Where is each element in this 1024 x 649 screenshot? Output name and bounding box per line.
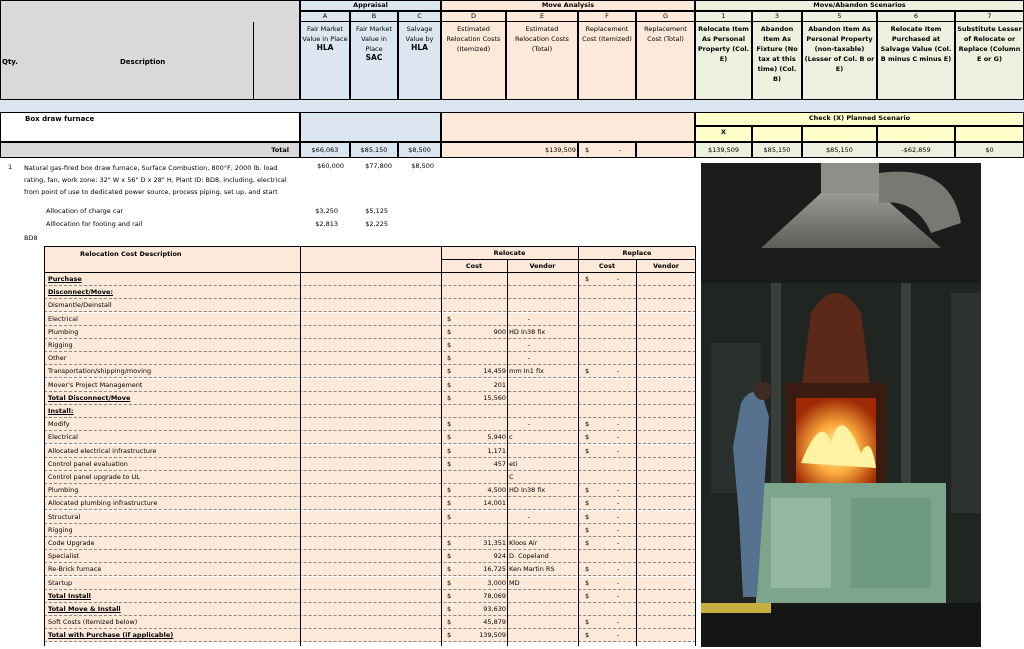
- cost-value: -: [527, 341, 530, 349]
- move-analysis-group: Move Analysis: [441, 0, 695, 11]
- replace-value: -: [617, 578, 620, 587]
- col-letter: G: [637, 12, 694, 22]
- total-value: $85,150: [763, 146, 791, 154]
- col-text: Abandon Item As Personal Property (non-taxable) (Lesser of Col. B or E): [804, 25, 875, 73]
- col-letter: B: [351, 12, 397, 22]
- item-description: Natural gas-fired box draw furnace, Surface Combustion, 800°F, 2000 lb. load rating, fan, work zone: 32" W x 56" D x 28" H, Plant ID: BD8, including, electrical from point of use to dedicated power source, process piping, set up, and start: [24, 164, 287, 196]
- replace-sign: $: [585, 578, 590, 587]
- total-label: Total: [271, 146, 289, 154]
- col-letter: D: [442, 12, 505, 22]
- cost-row: [44, 511, 696, 524]
- replace-sign: $: [585, 275, 590, 283]
- total-cell-3: [441, 142, 578, 158]
- total-cell-6: [695, 142, 752, 158]
- replace-sign: $: [585, 367, 590, 376]
- replace-sign: $: [585, 446, 590, 455]
- cost-sign: $: [447, 380, 452, 389]
- replace-value: -: [617, 446, 620, 455]
- cost-vendor: MD: [509, 578, 520, 587]
- cost-vendor: HD In38 fix: [509, 486, 546, 495]
- replace-sign: $: [585, 565, 590, 574]
- cost-vendor: D. Copeland: [509, 552, 549, 561]
- cost-row: [44, 484, 696, 497]
- cost-row-label: Startup: [48, 578, 73, 587]
- value-c: $8,500: [411, 162, 434, 170]
- furnace-photo: [701, 163, 981, 647]
- replace-sign: $: [585, 420, 590, 429]
- cost-row: [44, 418, 696, 431]
- total-value: $85,150: [826, 146, 853, 154]
- cost-sign: $: [447, 354, 452, 363]
- cost-row: [44, 286, 696, 299]
- replace-value: -: [617, 539, 620, 547]
- header-col-11: [955, 11, 1024, 100]
- item-qty: 1: [8, 163, 13, 171]
- cost-sign: $: [447, 499, 452, 508]
- alloc2-b: $2,225: [365, 220, 388, 228]
- header-col-1: [350, 11, 398, 100]
- header-col-4: [506, 11, 578, 100]
- scenarios-group: Move/Abandon Scenarios: [695, 0, 1024, 11]
- alloc1-b: $5,125: [365, 207, 388, 215]
- separator-band: [0, 100, 1024, 112]
- total-cell-0: [300, 142, 350, 158]
- check-cell-2[interactable]: [802, 126, 877, 142]
- col-text: Replacement Cost (Total): [644, 25, 687, 43]
- col-text: Salvage Value by: [405, 25, 434, 43]
- replace-sign: $: [585, 525, 590, 534]
- cost-row-label: Control panel upgrade to UL: [48, 473, 140, 481]
- cost-value: 900: [493, 327, 506, 336]
- cost-sign: $: [447, 578, 452, 587]
- replace-cost-header: Cost: [598, 262, 616, 270]
- col-text: Estimated Relocation Costs (Total): [515, 25, 569, 53]
- total-cell-1: [350, 142, 398, 158]
- header-col-5: [578, 11, 636, 100]
- cost-row-label: Soft Costs (Itemized below): [48, 618, 138, 627]
- header-col-7: [695, 11, 752, 100]
- cost-sign: $: [447, 605, 452, 613]
- total-cell-8: [802, 142, 877, 158]
- cost-value: 78,069: [483, 591, 506, 600]
- total-cell-4: $ -: [578, 142, 636, 158]
- cost-row: [44, 313, 696, 326]
- replace-sign: $: [585, 539, 590, 547]
- cost-row-label: Install:: [48, 407, 74, 415]
- description-header: Description: [120, 58, 166, 66]
- cost-value: 139,509: [479, 631, 506, 640]
- cost-table-title: Relocation Cost Description: [80, 250, 182, 258]
- cost-vendor: Ken Martin RS: [509, 565, 555, 574]
- cost-value: 14,001: [483, 499, 506, 508]
- cost-row-label: Electrical: [48, 314, 78, 323]
- cost-value: 924: [493, 552, 506, 561]
- col-text: Abandon Item As Fixture (No tax at this time) (Col. B): [756, 25, 798, 83]
- col-emph: SAC: [365, 53, 383, 62]
- col-letter: 7: [956, 12, 1023, 22]
- cost-row: [44, 299, 696, 312]
- cost-row: [44, 392, 696, 405]
- cost-row-label: Total Move & Install: [48, 605, 121, 613]
- replace-sign: $: [585, 433, 590, 442]
- cost-row: [44, 550, 696, 563]
- check-cell-4[interactable]: [955, 126, 1024, 142]
- col-emph: HLA: [316, 43, 334, 52]
- cost-value: 457: [493, 459, 506, 468]
- cost-sign: $: [447, 446, 452, 455]
- cost-value: 31,351: [483, 539, 506, 547]
- cost-vendor: c: [509, 433, 513, 442]
- replace-value: -: [617, 525, 620, 534]
- cost-row-label: Dismantle/Deinstall: [48, 301, 112, 310]
- cost-row-label: Purchase: [48, 275, 82, 283]
- cost-value: 14,459: [483, 367, 506, 376]
- replace-value: -: [617, 618, 620, 627]
- total-value: $8,500: [408, 146, 431, 154]
- cost-row-label: Total Disconnect/Move: [48, 393, 131, 402]
- cost-row-label: Transportation/shipping/moving: [48, 367, 152, 376]
- cost-sign: $: [447, 420, 452, 429]
- header-col-0: [300, 11, 350, 100]
- col-letter: 5: [803, 12, 876, 22]
- cost-vendor: eti: [509, 459, 518, 468]
- relocate-vendor-header: Vendor: [529, 262, 556, 270]
- cost-row: [44, 603, 696, 616]
- col-text: Relocate Item As Personal Property (Col. E): [697, 25, 750, 63]
- cost-sign: $: [447, 433, 452, 442]
- cost-value: -: [527, 314, 530, 323]
- cost-sign: $: [447, 552, 452, 561]
- col-text: Relocate Item Purchased at Salvage Value (Col. B minus C minus E): [880, 25, 952, 63]
- cost-row-label: Modify: [48, 420, 70, 429]
- plant-id: BD8: [24, 234, 38, 242]
- replace-sign: $: [585, 618, 590, 627]
- cost-sign: $: [447, 327, 452, 336]
- cost-row: [44, 339, 696, 352]
- total-value: $139,509: [707, 146, 739, 154]
- total-cell-5: [636, 142, 695, 158]
- item-title-cell: [0, 112, 300, 142]
- check-cell-0[interactable]: X: [695, 126, 752, 142]
- cost-row-label: Plumbing: [48, 486, 79, 495]
- replace-value: -: [617, 275, 620, 283]
- cost-row: [44, 629, 696, 642]
- cost-value: 1,171: [487, 446, 506, 455]
- cost-sign: $: [447, 314, 452, 323]
- col-letter: 1: [696, 12, 751, 22]
- cost-row: [44, 537, 696, 550]
- cost-sign: $: [447, 486, 452, 495]
- cost-row: [44, 497, 696, 510]
- replace-value: -: [617, 486, 620, 495]
- cost-sign: $: [447, 539, 452, 547]
- replace-vendor-header: Vendor: [652, 262, 680, 270]
- check-label: Check (X) Planned Scenario: [695, 112, 1024, 126]
- col-text: Fair Market Value in Place: [302, 25, 348, 43]
- cost-value: 16,725: [483, 565, 506, 574]
- cost-vendor: C: [509, 473, 514, 481]
- alloc2-a: $2,813: [315, 220, 338, 228]
- cost-row: [44, 273, 696, 286]
- cost-row-label: Specialist: [48, 552, 80, 561]
- col-letter: F: [579, 12, 635, 22]
- cost-row: [44, 563, 696, 576]
- cost-row-label: Rigging: [48, 341, 73, 349]
- cost-row-label: Total with Purchase (if applicable): [48, 631, 174, 640]
- cost-sign: $: [447, 459, 452, 468]
- header-col-9: [802, 11, 877, 100]
- total-value: $139,509: [544, 146, 576, 154]
- total-value: $0: [985, 146, 994, 154]
- relocate-cost-header: Cost: [465, 262, 483, 270]
- replace-value: -: [617, 433, 620, 442]
- cost-sign: $: [447, 565, 452, 574]
- cost-sign: $: [447, 631, 452, 640]
- cost-row-label: Rigging: [48, 525, 73, 534]
- cost-row: [44, 379, 696, 392]
- header-col-8: [752, 11, 802, 100]
- cost-row-label: Structural: [48, 512, 81, 521]
- replace-value: -: [617, 367, 620, 376]
- cost-row: [44, 577, 696, 590]
- cost-row: [44, 431, 696, 444]
- cost-row: [44, 445, 696, 458]
- cost-value: 45,879: [483, 618, 506, 627]
- col-text: Fair Market Value in Place: [355, 25, 392, 53]
- cost-row: [44, 524, 696, 537]
- col-emph: HLA: [411, 43, 428, 52]
- replace-value: -: [617, 565, 620, 574]
- replace-value: -: [617, 631, 620, 640]
- cost-sign: $: [447, 393, 452, 402]
- cost-value: -: [527, 512, 530, 521]
- relocate-header: Relocate: [493, 249, 526, 257]
- cost-row: [44, 590, 696, 603]
- cost-row: [44, 616, 696, 629]
- cost-sign: $: [447, 341, 452, 349]
- value-a: $60,000: [317, 162, 344, 170]
- cost-vendor: mm In1 fix: [509, 367, 544, 376]
- header-col-6: [636, 11, 695, 100]
- replace-value: -: [617, 512, 620, 521]
- total-cell-7: [752, 142, 802, 158]
- header-col-3: [441, 11, 506, 100]
- cost-row-label: Allocated plumbing infrastructure: [48, 499, 158, 508]
- cost-row-label: Re-Brick furnace: [48, 565, 102, 574]
- cost-row-label: Allocated electrical infrastructure: [48, 446, 157, 455]
- cost-row-label: Mover's Project Management: [48, 380, 143, 389]
- header-col-10: [877, 11, 955, 100]
- cost-row-label: Code Upgrade: [48, 539, 95, 547]
- cost-row: [44, 405, 696, 418]
- cost-row-label: Control panel evaluation: [48, 459, 128, 468]
- cost-value: 5,940: [487, 433, 506, 442]
- col-letter: 3: [753, 12, 801, 22]
- cost-row-label: Plumbing: [48, 327, 79, 336]
- cost-sign: $: [447, 512, 452, 521]
- replace-sign: $: [585, 512, 590, 521]
- total-cell-10: [955, 142, 1024, 158]
- cost-value: 4,500: [487, 486, 506, 495]
- appraisal-group: Appraisal: [300, 0, 441, 11]
- col-letter: E: [507, 12, 577, 22]
- cost-value: 201: [493, 380, 506, 389]
- cost-row: [44, 458, 696, 471]
- alloc1-label: Allocation of charge car: [46, 207, 124, 215]
- total-cell-9: [877, 142, 955, 158]
- col-letter: A: [301, 12, 349, 22]
- header-col-2: [398, 11, 441, 100]
- cost-row-label: Disconnect/Move:: [48, 288, 113, 297]
- total-cell-2: [398, 142, 441, 158]
- replace-value: -: [617, 591, 620, 600]
- header-left: [0, 0, 300, 100]
- col-text: Replacement Cost (Itemized): [582, 25, 632, 43]
- cost-row-label: Electrical: [48, 433, 78, 442]
- cost-value: -: [527, 354, 530, 363]
- cost-value: 93,630: [483, 605, 506, 613]
- replace-sign: $: [585, 499, 590, 508]
- cost-row-label: Other: [48, 354, 67, 363]
- total-value: $66,063: [311, 146, 339, 154]
- cost-vendor: Kloos Air: [509, 539, 538, 547]
- replace-value: -: [617, 420, 620, 429]
- cost-value: 15,560: [483, 393, 506, 402]
- cost-row-label: Total Install: [48, 591, 91, 600]
- replace-header: Replace: [622, 249, 652, 257]
- qty-header: Qty.: [2, 58, 18, 66]
- cost-row: [44, 365, 696, 378]
- total-value: -$62,859: [901, 146, 931, 154]
- furnace-illustration: [701, 163, 981, 647]
- cost-value: -: [527, 420, 530, 429]
- alloc2-label: Alllocation for footing and rail: [46, 220, 143, 228]
- cost-sign: $: [447, 367, 452, 376]
- cost-row: [44, 326, 696, 339]
- check-cell-3[interactable]: [877, 126, 955, 142]
- cost-value: 3,000: [487, 578, 506, 587]
- item-title: Box draw furnace: [25, 115, 95, 123]
- replace-sign: $: [585, 591, 590, 600]
- check-cell-1[interactable]: [752, 126, 802, 142]
- value-b: $77,800: [365, 162, 392, 170]
- replace-sign: $: [585, 631, 590, 640]
- cost-sign: $: [447, 618, 452, 627]
- col-letter: C: [399, 12, 440, 22]
- replace-sign: $: [585, 486, 590, 495]
- col-text: Estimated Relocation Costs (Itemized): [446, 25, 501, 53]
- replace-value: -: [617, 499, 620, 508]
- cost-row: [44, 352, 696, 365]
- cost-row: [44, 471, 696, 484]
- alloc1-a: $3,250: [315, 207, 338, 215]
- total-value: $85,150: [360, 146, 388, 154]
- cost-vendor: HD In38 fix: [509, 327, 546, 336]
- col-text: Substitute Lesser of Relocate or Replace (Column E or G): [957, 25, 1022, 63]
- col-letter: 6: [878, 12, 954, 22]
- cost-sign: $: [447, 591, 452, 600]
